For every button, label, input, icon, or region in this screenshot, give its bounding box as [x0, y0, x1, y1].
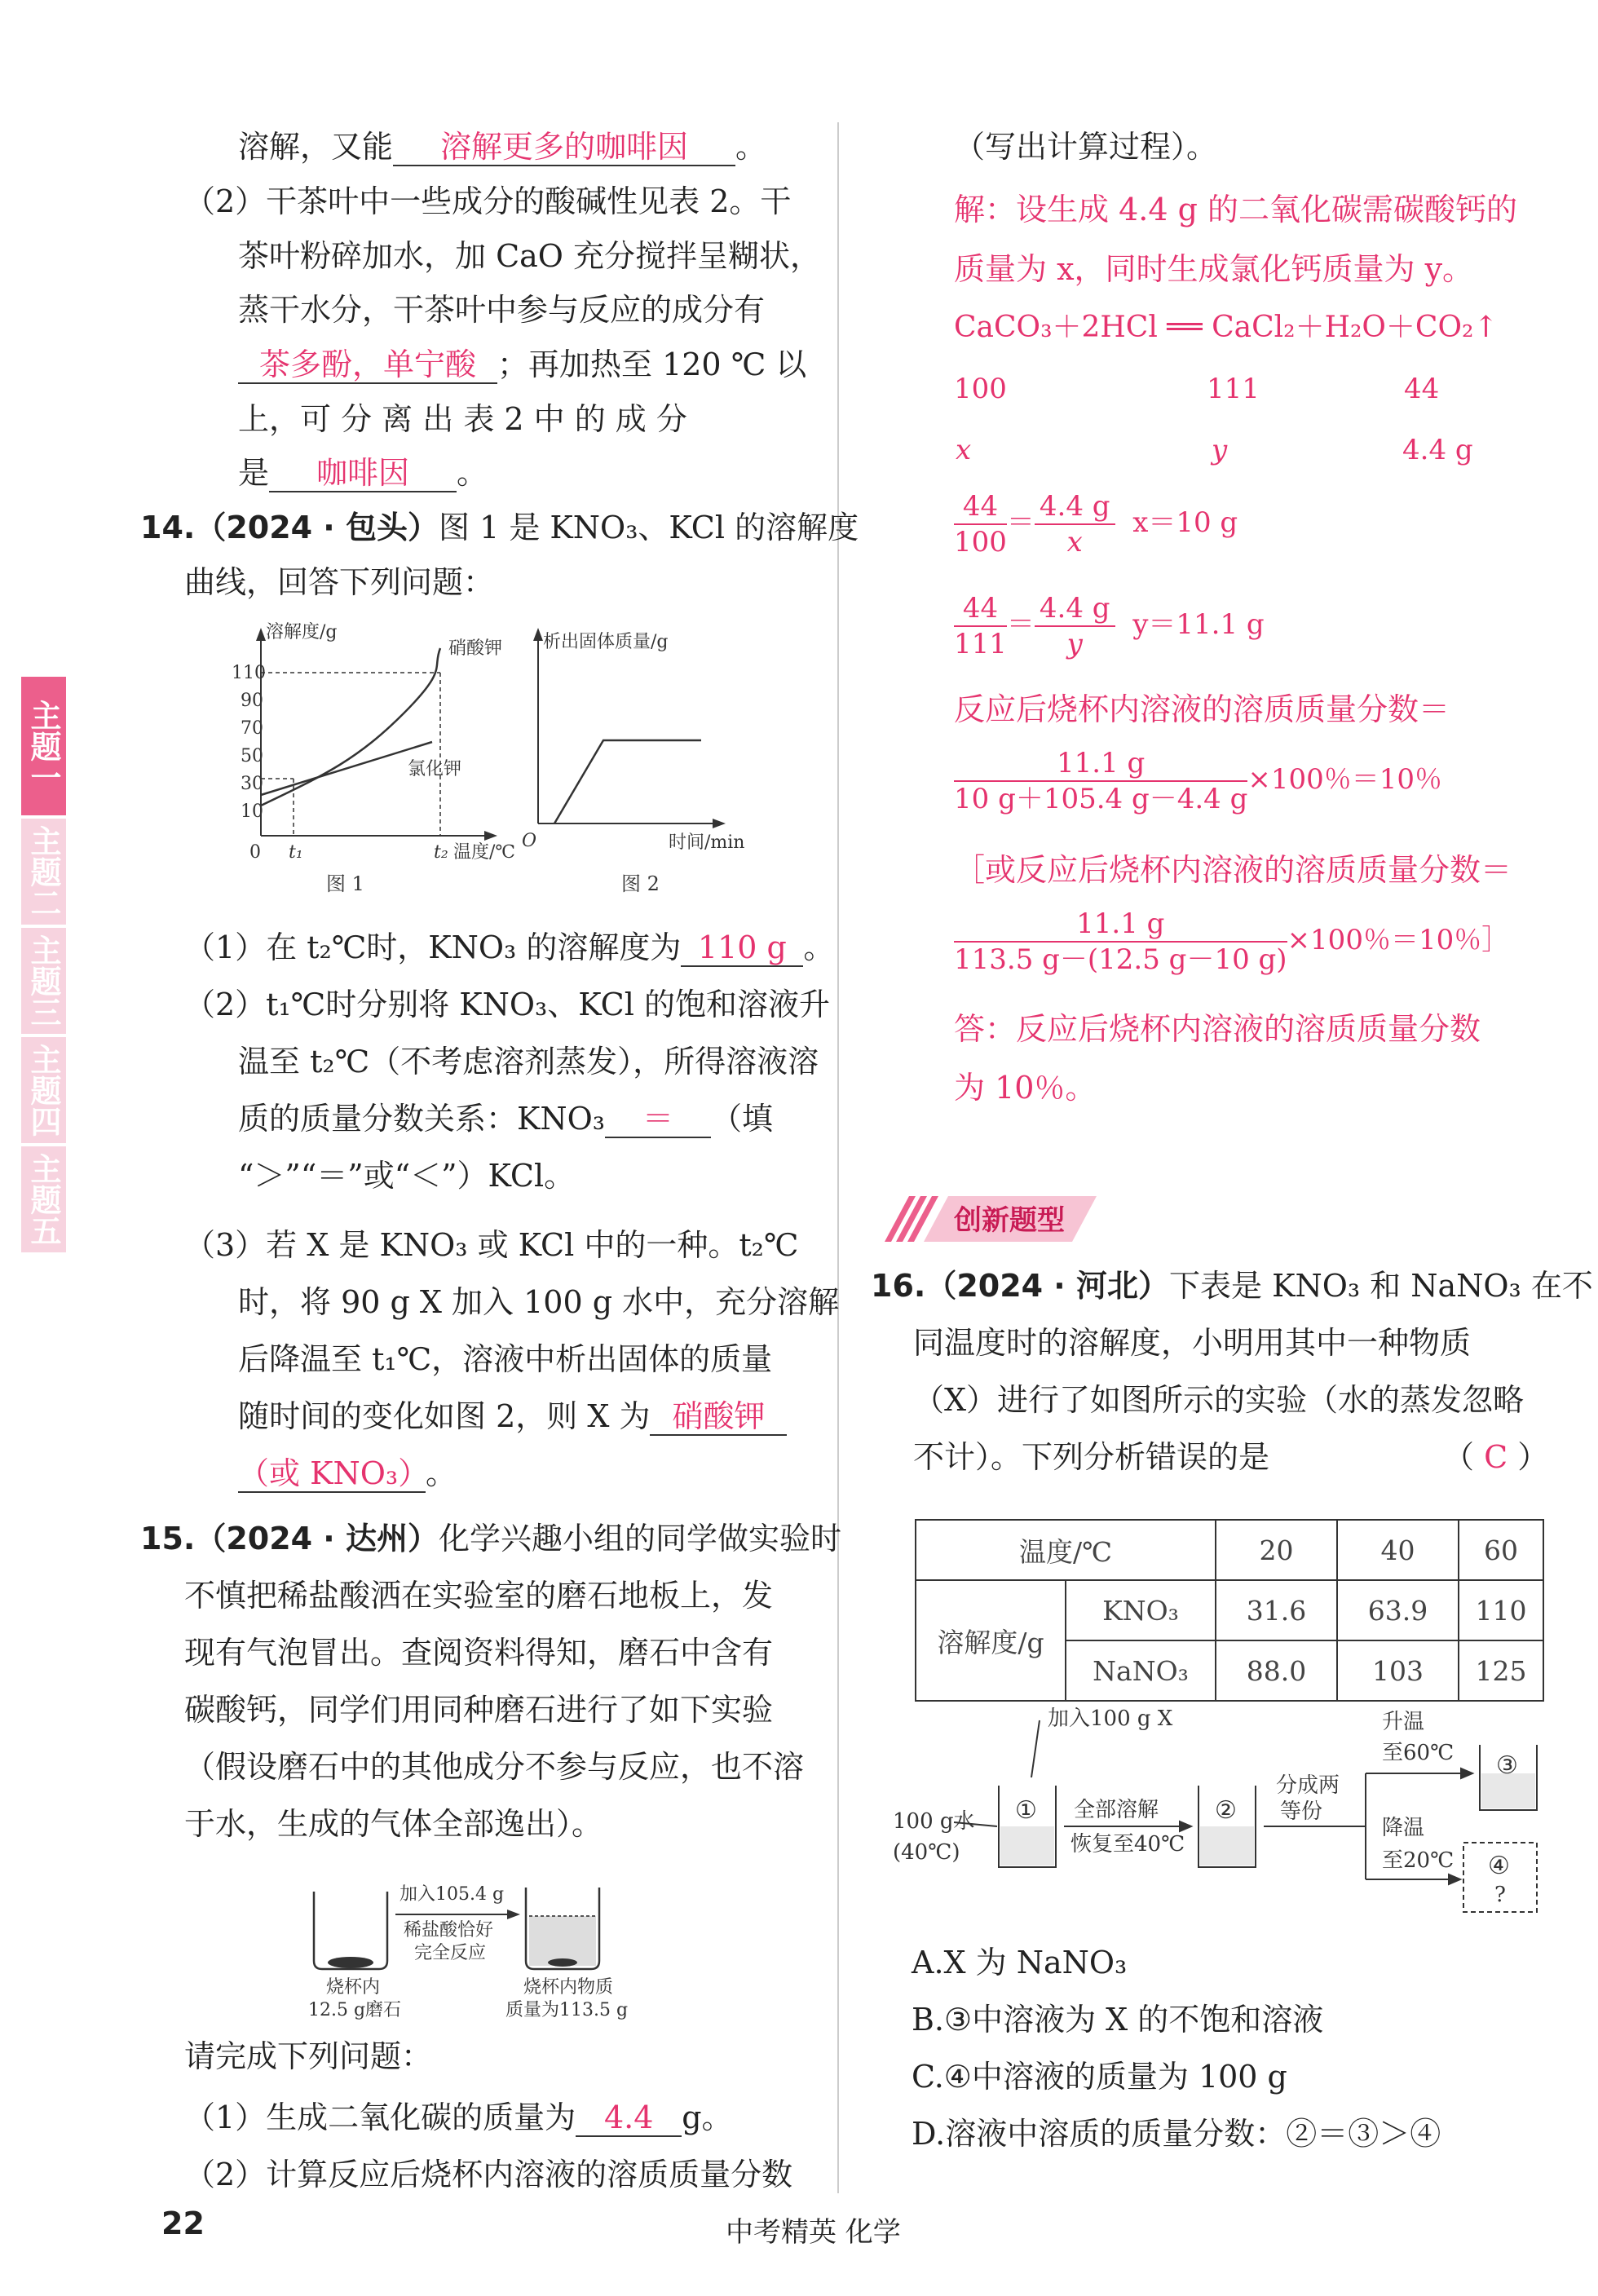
- sidebar-tab-2[interactable]: 主题二: [21, 819, 66, 925]
- fig2-ylabel: 析出固体质量/g: [543, 632, 669, 652]
- table-cell: 31.6: [1216, 1580, 1337, 1640]
- figure-2-precipitate-curve: [522, 620, 791, 897]
- result-y: y＝11.1 g: [1132, 608, 1265, 641]
- flow-cool-1: 降温: [1382, 1816, 1425, 1840]
- q13-2-line-4: [238, 347, 806, 384]
- flow-dissolve: 全部溶解: [1074, 1798, 1159, 1822]
- solution-line-1: 解：设生成 4.4 g 的二氧化碳需碳酸钙的: [954, 192, 1517, 227]
- q14-3-line-5: [238, 1455, 457, 1493]
- beaker-1-label: ①: [1015, 1796, 1037, 1825]
- q14-line-1: [140, 510, 859, 545]
- text: 溶解，又能: [238, 129, 394, 165]
- table-cell: KNO₃: [1066, 1580, 1216, 1640]
- answer-choice: C: [1484, 1439, 1508, 1475]
- q16-line-2: 同温度时的溶解度，小明用其中一种物质: [913, 1325, 1472, 1361]
- q14-3-line-4: [238, 1398, 787, 1436]
- table-cell: NaNO₃: [1066, 1640, 1216, 1701]
- page-number: 22: [161, 2205, 205, 2241]
- q15-line-1: [140, 1521, 841, 1556]
- q14-2-line-1: （2）t₁℃时分别将 KNO₃、KCl 的饱和溶液升: [184, 987, 830, 1022]
- fig1-ylabel: 溶解度/g: [266, 622, 338, 642]
- text: 。: [426, 1455, 457, 1491]
- solution-line-4: ［或反应后烧杯内溶液的溶质质量分数＝: [954, 852, 1512, 888]
- frac-den: 10 g＋105.4 g－4.4 g: [954, 783, 1248, 815]
- frac-den: 113.5 g－(12.5 g－10 g): [954, 943, 1287, 976]
- answer-blank: ＝: [605, 1101, 711, 1138]
- banner-text: 创新题型: [954, 1204, 1065, 1237]
- flow-heat-2: 至60℃: [1382, 1741, 1455, 1765]
- q16-line-4: 不计）。下列分析错误的是: [913, 1439, 1270, 1475]
- text: 随时间的变化如图 2，则 X 为: [238, 1398, 651, 1434]
- frac-num: 11.1 g: [954, 746, 1247, 782]
- fig1-caption: 图 1: [326, 872, 364, 895]
- q15-1-line: [184, 2100, 733, 2137]
- question-number: 14.（2024 · 包头）: [140, 510, 439, 545]
- table-cell: 40: [1337, 1520, 1459, 1580]
- mass-4-4g: 4.4 g: [1402, 434, 1473, 466]
- q14-2-line-4: “＞”“＝”或“＜”）KCl。: [238, 1158, 576, 1194]
- solution-line-3: 反应后烧杯内溶液的溶质质量分数＝: [954, 691, 1450, 727]
- q16-line-3: （X）进行了如图所示的实验（水的蒸发忽略: [913, 1382, 1525, 1418]
- fig1-kcl-label: 氯化钾: [408, 759, 462, 779]
- flow-split-2: 等份: [1280, 1799, 1323, 1824]
- paren: （: [1443, 1439, 1475, 1475]
- q16-line-1: [871, 1268, 1593, 1304]
- fig1-t1: t₁: [289, 842, 303, 863]
- q14-3-line-1: （3）若 X 是 KNO₃ 或 KCl 中的一种。t₂℃: [184, 1227, 799, 1263]
- frac-tail: ×100％＝10％］: [1287, 924, 1510, 956]
- answer-blank: 溶解更多的咖啡因: [393, 129, 735, 166]
- beaker-4-label: ④: [1488, 1852, 1510, 1880]
- frac-tail: ×100％＝10％: [1247, 763, 1443, 796]
- text: 。: [457, 455, 488, 491]
- text: ；再加热至 120 ℃ 以: [497, 347, 807, 382]
- sidebar-tab-1[interactable]: 主题一: [21, 677, 66, 815]
- beaker-left-label-2: 12.5 g磨石: [308, 2000, 402, 2020]
- table-cell: 125: [1459, 1640, 1543, 1701]
- flow-cool-2: 至20℃: [1382, 1848, 1455, 1873]
- answer-blank: 咖啡因: [269, 455, 457, 492]
- solution-line-5: 答：反应后烧杯内溶液的溶质质量分数: [954, 1011, 1481, 1047]
- frac-num: 44: [954, 591, 1007, 627]
- beaker-right-label-2: 质量为113.5 g: [505, 2000, 629, 2020]
- fig1-ytick: 50: [241, 746, 263, 766]
- flow-water: 100 g水: [893, 1809, 975, 1834]
- option-a: A.X 为 NaNO₃: [912, 1945, 1128, 1980]
- q14-line-2: 曲线，回答下列问题：: [184, 564, 495, 600]
- sidebar-tab-3[interactable]: 主题三: [21, 928, 66, 1034]
- answer-blank: 4.4: [576, 2100, 682, 2137]
- q14-1-line: [184, 929, 834, 967]
- frac-num: 44: [954, 489, 1007, 525]
- frac-den: 111: [954, 628, 1007, 660]
- text: g。: [682, 2100, 733, 2135]
- table-cell: 60: [1459, 1520, 1543, 1580]
- text: （1）生成二氧化碳的质量为: [184, 2100, 576, 2135]
- fig2-origin: O: [522, 831, 537, 851]
- fig1-kno3-label: 硝酸钾: [448, 638, 503, 659]
- var-x: x: [956, 434, 972, 466]
- text: （填: [711, 1101, 774, 1137]
- fig1-ytick: 70: [241, 718, 263, 739]
- frac-den: 100: [954, 526, 1007, 559]
- solution-line-6: 为 10％。: [954, 1070, 1097, 1106]
- experiment-flow-diagram: [893, 1696, 1561, 1924]
- solubility-table: [915, 1519, 1544, 1702]
- fraction-4: [954, 907, 1509, 977]
- table-header-temp: 温度/℃: [916, 1520, 1216, 1580]
- table-cell: 103: [1337, 1640, 1459, 1701]
- flow-add-x: 加入100 g X: [1048, 1707, 1173, 1731]
- fig1-t2: t₂: [434, 842, 448, 863]
- proportion-1: $\frac{44}{100}$ ＝ $\frac{4.4 g}{x}$ x＝10 g: [954, 490, 1238, 559]
- beaker-arrow-text-1: 加入105.4 g: [400, 1884, 505, 1905]
- q13-2-line-1: （2）干茶叶中一些成分的酸碱性见表 2。干: [184, 183, 792, 219]
- text: 是: [238, 455, 270, 491]
- frac-num: 4.4 g: [1035, 591, 1115, 627]
- q15-line-3: 现有气泡冒出。查阅资料得知，磨石中含有: [184, 1635, 774, 1671]
- q14-3-line-2: 时，将 90 g X 加入 100 g 水中，充分溶解: [238, 1284, 840, 1320]
- q14-2-line-3: [238, 1101, 773, 1138]
- question-number: 15.（2024 · 达州）: [140, 1521, 439, 1556]
- beaker-arrow-text-3: 完全反应: [414, 1943, 487, 1963]
- beaker-right-label-1: 烧杯内物质: [523, 1977, 614, 1998]
- option-d: D.溶液中溶质的质量分数：②＝③＞④: [912, 2116, 1441, 2152]
- fig1-ytick: 110: [232, 663, 266, 683]
- molar-mass-100: 100: [954, 373, 1007, 405]
- q15-line-7: 请完成下列问题：: [184, 2038, 433, 2074]
- book-title: 中考精英 化学: [726, 2216, 901, 2249]
- text: （1）在 t₂℃时，KNO₃ 的溶解度为: [184, 929, 682, 965]
- answer-blank: 110 g: [681, 929, 803, 967]
- q13-2-line-5: 上，可 分 离 出 表 2 中 的 成 分: [238, 401, 687, 437]
- frac-num: 4.4 g: [1035, 489, 1115, 525]
- q14-2-line-2: 温至 t₂℃（不考虑溶剂蒸发），所得溶液溶: [238, 1044, 819, 1080]
- text: 。: [803, 929, 835, 965]
- fig1-origin: 0: [249, 842, 261, 863]
- q15-line-5: （假设磨石中的其他成分不参与反应，也不溶: [184, 1749, 805, 1785]
- figure-1-solubility-curve: [232, 620, 516, 897]
- q16-answer: [1443, 1439, 1548, 1475]
- question-number: 16.（2024 · 河北）: [871, 1268, 1169, 1304]
- paren: ）: [1517, 1439, 1549, 1475]
- var-y: y: [1212, 434, 1228, 466]
- table-cell: 88.0: [1216, 1640, 1337, 1701]
- molar-mass-111: 111: [1207, 373, 1260, 405]
- text: 图 1 是 KNO₃、KCl 的溶解度: [438, 510, 859, 545]
- frac-num: 11.1 g: [954, 907, 1287, 943]
- sidebar-tab-5[interactable]: 主题五: [21, 1146, 66, 1252]
- q15-2-line-1: （2）计算反应后烧杯内溶液的溶质质量分数: [184, 2157, 793, 2192]
- fig1-xlabel: 温度/℃: [453, 842, 516, 863]
- flow-water-temp: (40℃): [893, 1840, 960, 1865]
- beaker-left-label-1: 烧杯内: [326, 1977, 381, 1998]
- table-cell: 20: [1216, 1520, 1337, 1580]
- text: 。: [735, 129, 767, 165]
- chemical-equation: CaCO₃＋2HCl ══ CaCl₂＋H₂O＋CO₂↑: [954, 311, 1499, 344]
- answer-blank: （或 KNO₃）: [238, 1455, 430, 1491]
- q15-line-6: 于水，生成的气体全部逸出）。: [184, 1806, 603, 1842]
- beaker-2-label: ②: [1215, 1796, 1237, 1825]
- fig2-caption: 图 2: [621, 872, 660, 895]
- q15-line-4: 碳酸钙，同学们用同种磨石进行了如下实验: [184, 1692, 774, 1728]
- q14-3-line-3: 后降温至 t₁℃，溶液中析出固体的质量: [238, 1341, 773, 1377]
- solution-line-2: 质量为 x，同时生成氯化钙质量为 y。: [954, 251, 1474, 287]
- table-cell: 63.9: [1337, 1580, 1459, 1640]
- q15-line-2: 不慎把稀盐酸洒在实验室的磨石地板上，发: [184, 1578, 774, 1614]
- frac-den: x: [1066, 526, 1083, 559]
- text: 质的质量分数关系：KNO₃: [238, 1101, 606, 1137]
- innovation-banner: [876, 1194, 1097, 1243]
- text: 下表是 KNO₃ 和 NaNO₃ 在不: [1168, 1268, 1593, 1304]
- answer-blank: 硝酸钾: [650, 1398, 787, 1436]
- q13-2-line-2: 茶叶粉碎加水，加 CaO 充分搅拌呈糊状，: [238, 238, 822, 274]
- table-header-solubility: 溶解度/g: [916, 1580, 1066, 1701]
- fig1-ytick: 90: [241, 691, 263, 711]
- flow-split-1: 分成两: [1276, 1773, 1340, 1798]
- beaker-arrow-text-2: 稀盐酸恰好: [404, 1920, 494, 1941]
- table-cell: 110: [1459, 1580, 1543, 1640]
- frac-den: y: [1066, 628, 1083, 660]
- proportion-2: $\frac{44}{111}$ ＝ $\frac{4.4 g}{y}$ y＝11.1 g: [954, 592, 1265, 660]
- flow-heat-1: 升温: [1382, 1710, 1425, 1734]
- answer-blank: 茶多酚，单宁酸: [238, 347, 497, 384]
- q13-2-line-6: [238, 455, 488, 492]
- option-b: B.③中溶液为 X 的不饱和溶液: [912, 2002, 1324, 2038]
- q13-line-1: [238, 129, 766, 166]
- beaker-4-unknown: ?: [1494, 1883, 1506, 1907]
- result-x: x＝10 g: [1132, 506, 1238, 539]
- fig1-ytick: 10: [241, 801, 263, 822]
- option-c: C.④中溶液的质量为 100 g: [912, 2059, 1287, 2095]
- flow-restore: 恢复至40℃: [1070, 1832, 1185, 1857]
- molar-mass-44: 44: [1404, 373, 1440, 405]
- column-divider: [837, 122, 839, 2193]
- q15-2-line-1-cont: （写出计算过程）。: [954, 129, 1218, 165]
- beaker-3-label: ③: [1496, 1751, 1518, 1780]
- fig1-ytick: 30: [241, 774, 263, 794]
- fraction-3: [954, 746, 1442, 816]
- q13-2-line-3: 蒸干水分，干茶叶中参与反应的成分有: [238, 292, 766, 328]
- fig2-xlabel: 时间/min: [669, 832, 745, 853]
- beaker-experiment-diagram: [294, 1867, 669, 2030]
- sidebar-tab-4[interactable]: 主题四: [21, 1037, 66, 1143]
- sidebar-tabs: [21, 677, 88, 1256]
- text: 化学兴趣小组的同学做实验时: [438, 1521, 841, 1556]
